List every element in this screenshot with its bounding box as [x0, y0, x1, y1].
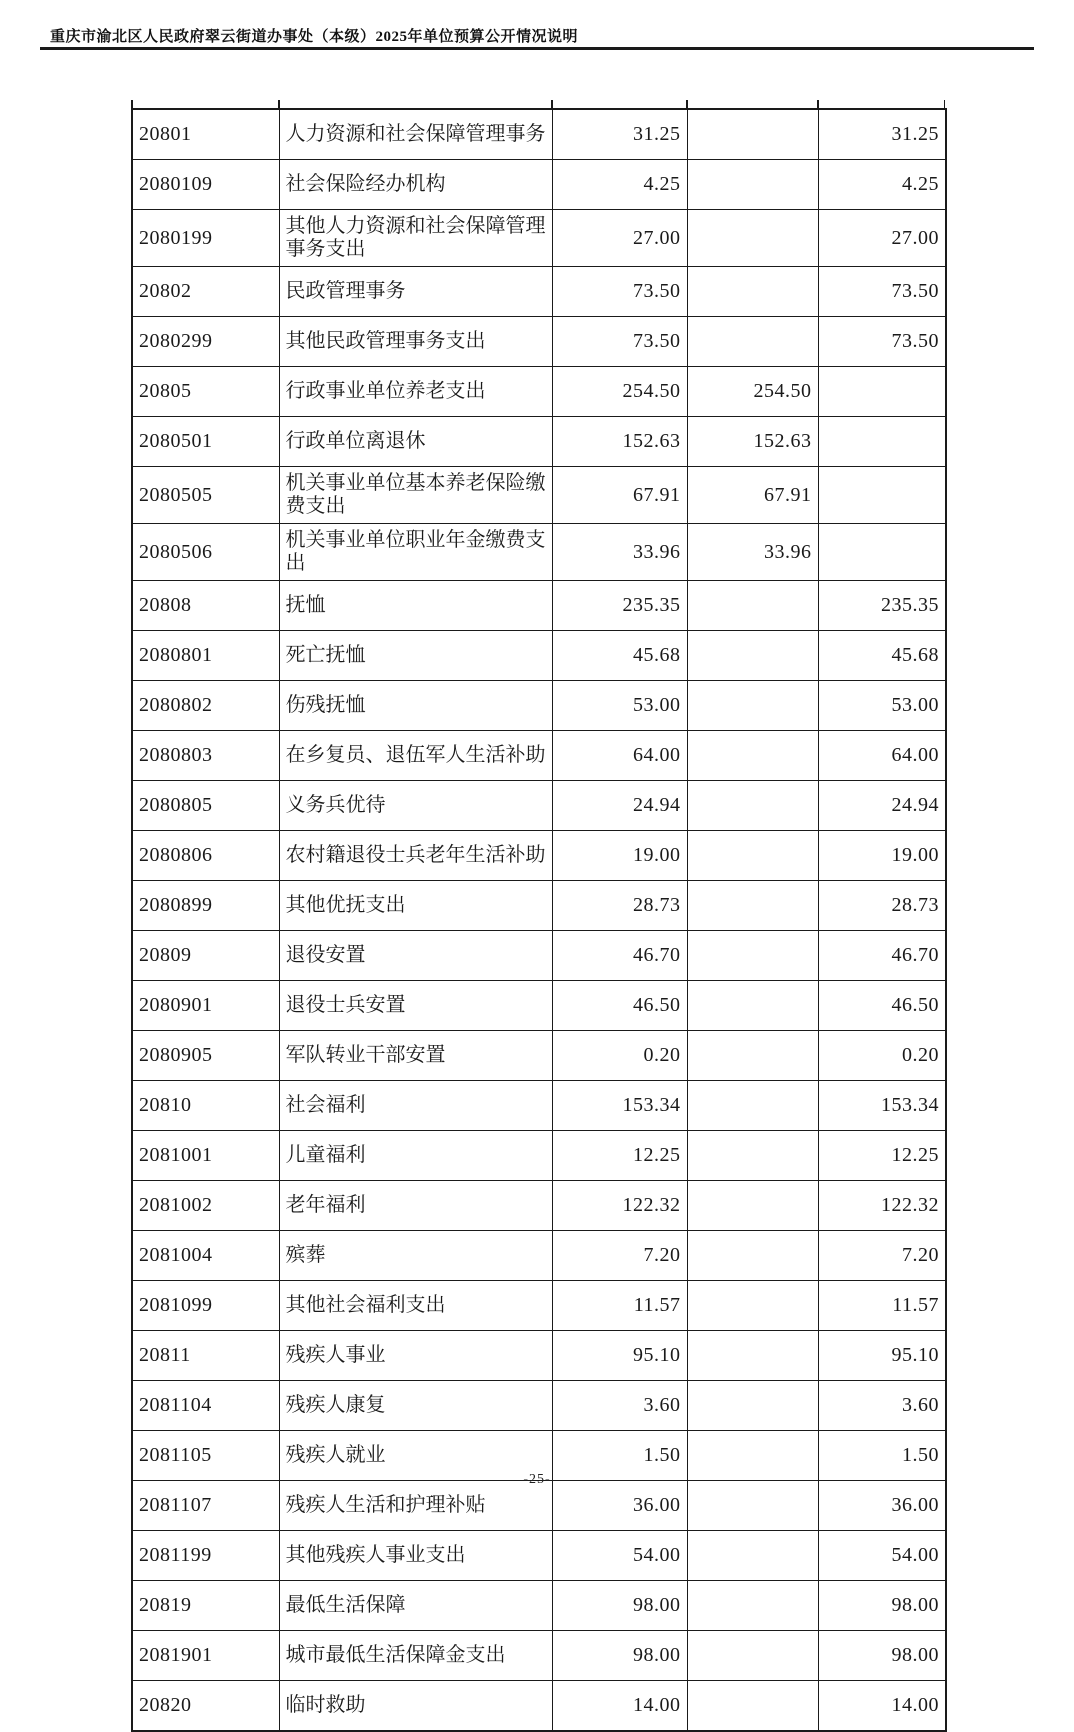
cell-amount-1: 0.20 — [552, 1031, 687, 1081]
cell-code: 2080905 — [132, 1031, 279, 1081]
cell-amount-3: 14.00 — [818, 1681, 946, 1732]
cell-name: 老年福利 — [279, 1181, 552, 1231]
cell-amount-3: 64.00 — [818, 731, 946, 781]
cell-amount-2 — [687, 931, 818, 981]
cell-amount-3: 46.50 — [818, 981, 946, 1031]
cell-code: 2080801 — [132, 631, 279, 681]
table-row — [132, 931, 946, 981]
cell-name: 行政事业单位养老支出 — [279, 367, 552, 417]
cell-code: 2080802 — [132, 681, 279, 731]
header-rule — [40, 47, 1034, 50]
cell-amount-1: 122.32 — [552, 1181, 687, 1231]
cell-amount-2: 33.96 — [687, 524, 818, 581]
table-row — [132, 1581, 946, 1631]
cell-amount-1: 36.00 — [552, 1481, 687, 1531]
table-row — [132, 731, 946, 781]
cell-amount-2 — [687, 317, 818, 367]
cell-amount-2 — [687, 581, 818, 631]
cell-code: 20811 — [132, 1331, 279, 1381]
cell-code: 2080805 — [132, 781, 279, 831]
cell-amount-2 — [687, 160, 818, 210]
cell-amount-1: 46.70 — [552, 931, 687, 981]
cell-amount-2 — [687, 1281, 818, 1331]
cell-name: 民政管理事务 — [279, 267, 552, 317]
cell-amount-2 — [687, 681, 818, 731]
cell-amount-2 — [687, 1131, 818, 1181]
cell-amount-2 — [687, 109, 818, 160]
cell-amount-3: 12.25 — [818, 1131, 946, 1181]
page-number: -25- — [523, 1472, 551, 1487]
cell-code: 2080899 — [132, 881, 279, 931]
table-frame-stub — [686, 100, 688, 108]
cell-amount-1: 254.50 — [552, 367, 687, 417]
cell-amount-1: 235.35 — [552, 581, 687, 631]
cell-amount-3: 4.25 — [818, 160, 946, 210]
cell-name: 殡葬 — [279, 1231, 552, 1281]
table-row — [132, 1531, 946, 1581]
table-row — [132, 831, 946, 881]
cell-amount-1: 19.00 — [552, 831, 687, 881]
cell-amount-3: 53.00 — [818, 681, 946, 731]
cell-name: 残疾人生活和护理补贴 — [279, 1481, 552, 1531]
cell-amount-1: 1.50 — [552, 1431, 687, 1481]
table-row — [132, 109, 946, 160]
cell-code: 20801 — [132, 109, 279, 160]
cell-amount-3: 1.50 — [818, 1431, 946, 1481]
cell-code: 2080803 — [132, 731, 279, 781]
cell-amount-3: 45.68 — [818, 631, 946, 681]
cell-code: 2081199 — [132, 1531, 279, 1581]
table-row — [132, 417, 946, 467]
cell-amount-3: 11.57 — [818, 1281, 946, 1331]
cell-amount-2 — [687, 1181, 818, 1231]
cell-amount-2 — [687, 731, 818, 781]
cell-name: 退役士兵安置 — [279, 981, 552, 1031]
table-row — [132, 681, 946, 731]
table-row — [132, 1231, 946, 1281]
cell-code: 2081001 — [132, 1131, 279, 1181]
cell-amount-3: 98.00 — [818, 1581, 946, 1631]
cell-amount-2 — [687, 1481, 818, 1531]
cell-code: 2080505 — [132, 467, 279, 524]
cell-code: 2080501 — [132, 417, 279, 467]
cell-amount-2: 152.63 — [687, 417, 818, 467]
table-row — [132, 267, 946, 317]
cell-amount-1: 98.00 — [552, 1631, 687, 1681]
cell-code: 2080199 — [132, 210, 279, 267]
cell-amount-3: 73.50 — [818, 317, 946, 367]
cell-name: 残疾人事业 — [279, 1331, 552, 1381]
cell-amount-3 — [818, 417, 946, 467]
table-frame-stub — [944, 100, 946, 108]
cell-amount-3: 31.25 — [818, 109, 946, 160]
cell-code: 20809 — [132, 931, 279, 981]
table-row — [132, 1381, 946, 1431]
cell-amount-2 — [687, 781, 818, 831]
cell-name: 残疾人康复 — [279, 1381, 552, 1431]
cell-amount-2 — [687, 1231, 818, 1281]
table-row — [132, 1681, 946, 1732]
table-row — [132, 581, 946, 631]
cell-name: 城市最低生活保障金支出 — [279, 1631, 552, 1681]
table-row — [132, 881, 946, 931]
cell-amount-3: 153.34 — [818, 1081, 946, 1131]
table-row — [132, 631, 946, 681]
table-row — [132, 1081, 946, 1131]
cell-amount-3: 95.10 — [818, 1331, 946, 1381]
cell-amount-2 — [687, 1581, 818, 1631]
cell-name: 其他残疾人事业支出 — [279, 1531, 552, 1581]
table-frame-stub — [278, 100, 280, 108]
table-row — [132, 367, 946, 417]
cell-amount-2 — [687, 1681, 818, 1732]
table-row — [132, 1631, 946, 1681]
cell-code: 2080806 — [132, 831, 279, 881]
table-frame-stub — [131, 100, 133, 108]
cell-name: 军队转业干部安置 — [279, 1031, 552, 1081]
cell-amount-2 — [687, 1331, 818, 1381]
cell-amount-3: 46.70 — [818, 931, 946, 981]
table-row — [132, 1331, 946, 1381]
cell-code: 20819 — [132, 1581, 279, 1631]
cell-name: 其他社会福利支出 — [279, 1281, 552, 1331]
cell-amount-2 — [687, 210, 818, 267]
cell-code: 2081002 — [132, 1181, 279, 1231]
cell-amount-3: 28.73 — [818, 881, 946, 931]
cell-amount-1: 95.10 — [552, 1331, 687, 1381]
cell-name: 行政单位离退休 — [279, 417, 552, 467]
cell-amount-1: 7.20 — [552, 1231, 687, 1281]
cell-name: 退役安置 — [279, 931, 552, 981]
cell-amount-3: 235.35 — [818, 581, 946, 631]
cell-amount-1: 45.68 — [552, 631, 687, 681]
cell-code: 2081105 — [132, 1431, 279, 1481]
table-row — [132, 1281, 946, 1331]
cell-name: 死亡抚恤 — [279, 631, 552, 681]
cell-code: 2080109 — [132, 160, 279, 210]
cell-amount-2: 254.50 — [687, 367, 818, 417]
table-row — [132, 317, 946, 367]
cell-code: 20805 — [132, 367, 279, 417]
cell-code: 2081104 — [132, 1381, 279, 1431]
table-row — [132, 1481, 946, 1531]
cell-code: 20810 — [132, 1081, 279, 1131]
cell-name: 机关事业单位职业年金缴费支出 — [279, 524, 552, 581]
cell-amount-2 — [687, 1381, 818, 1431]
cell-amount-1: 31.25 — [552, 109, 687, 160]
cell-amount-1: 153.34 — [552, 1081, 687, 1131]
table-row — [132, 1131, 946, 1181]
table-row — [132, 467, 946, 524]
cell-name: 义务兵优待 — [279, 781, 552, 831]
cell-name: 其他人力资源和社会保障管理事务支出 — [279, 210, 552, 267]
cell-code: 2081901 — [132, 1631, 279, 1681]
cell-code: 2081004 — [132, 1231, 279, 1281]
cell-name: 其他优抚支出 — [279, 881, 552, 931]
cell-code: 20808 — [132, 581, 279, 631]
cell-name: 农村籍退役士兵老年生活补助 — [279, 831, 552, 881]
cell-amount-1: 4.25 — [552, 160, 687, 210]
budget-expenditure-table — [131, 108, 947, 1732]
cell-amount-3: 27.00 — [818, 210, 946, 267]
cell-amount-1: 33.96 — [552, 524, 687, 581]
cell-amount-3: 19.00 — [818, 831, 946, 881]
cell-amount-3: 36.00 — [818, 1481, 946, 1531]
document-title: 重庆市渝北区人民政府翠云街道办事处（本级）2025年单位预算公开情况说明 — [50, 29, 579, 45]
cell-code: 2080299 — [132, 317, 279, 367]
cell-name: 人力资源和社会保障管理事务 — [279, 109, 552, 160]
cell-amount-1: 64.00 — [552, 731, 687, 781]
table-row — [132, 781, 946, 831]
cell-amount-1: 53.00 — [552, 681, 687, 731]
cell-amount-2 — [687, 1631, 818, 1681]
cell-amount-2 — [687, 881, 818, 931]
cell-name: 在乡复员、退伍军人生活补助 — [279, 731, 552, 781]
table-row — [132, 1181, 946, 1231]
cell-name: 残疾人就业 — [279, 1431, 552, 1481]
cell-code: 2080506 — [132, 524, 279, 581]
cell-amount-3: 24.94 — [818, 781, 946, 831]
cell-amount-1: 12.25 — [552, 1131, 687, 1181]
table-row — [132, 981, 946, 1031]
cell-amount-3: 73.50 — [818, 267, 946, 317]
cell-amount-1: 11.57 — [552, 1281, 687, 1331]
cell-amount-3: 122.32 — [818, 1181, 946, 1231]
cell-amount-2 — [687, 831, 818, 881]
cell-name: 儿童福利 — [279, 1131, 552, 1181]
cell-name: 抚恤 — [279, 581, 552, 631]
table-frame-stub — [817, 100, 819, 108]
cell-name: 最低生活保障 — [279, 1581, 552, 1631]
cell-code: 2080901 — [132, 981, 279, 1031]
cell-name: 社会福利 — [279, 1081, 552, 1131]
cell-amount-1: 28.73 — [552, 881, 687, 931]
cell-amount-1: 54.00 — [552, 1531, 687, 1581]
table-row — [132, 524, 946, 581]
cell-amount-1: 3.60 — [552, 1381, 687, 1431]
cell-amount-1: 27.00 — [552, 210, 687, 267]
cell-amount-1: 73.50 — [552, 267, 687, 317]
cell-amount-2: 67.91 — [687, 467, 818, 524]
cell-name: 临时救助 — [279, 1681, 552, 1732]
cell-amount-1: 152.63 — [552, 417, 687, 467]
budget-table-container — [131, 108, 947, 1732]
cell-amount-2 — [687, 981, 818, 1031]
cell-amount-2 — [687, 267, 818, 317]
cell-amount-1: 67.91 — [552, 467, 687, 524]
cell-amount-3 — [818, 467, 946, 524]
table-row — [132, 1031, 946, 1081]
cell-code: 2081099 — [132, 1281, 279, 1331]
cell-amount-1: 14.00 — [552, 1681, 687, 1732]
cell-amount-1: 73.50 — [552, 317, 687, 367]
cell-amount-3: 0.20 — [818, 1031, 946, 1081]
cell-name: 社会保险经办机构 — [279, 160, 552, 210]
cell-amount-3: 3.60 — [818, 1381, 946, 1431]
cell-amount-1: 46.50 — [552, 981, 687, 1031]
cell-code: 20802 — [132, 267, 279, 317]
cell-amount-2 — [687, 1081, 818, 1131]
cell-code: 2081107 — [132, 1481, 279, 1531]
table-frame-stub — [551, 100, 553, 108]
cell-amount-3 — [818, 367, 946, 417]
cell-amount-2 — [687, 631, 818, 681]
cell-code: 20820 — [132, 1681, 279, 1732]
cell-amount-1: 24.94 — [552, 781, 687, 831]
cell-amount-3: 54.00 — [818, 1531, 946, 1581]
cell-amount-1: 98.00 — [552, 1581, 687, 1631]
cell-name: 其他民政管理事务支出 — [279, 317, 552, 367]
cell-amount-2 — [687, 1031, 818, 1081]
table-row — [132, 210, 946, 267]
cell-name: 机关事业单位基本养老保险缴费支出 — [279, 467, 552, 524]
cell-amount-3: 7.20 — [818, 1231, 946, 1281]
cell-amount-3 — [818, 524, 946, 581]
cell-amount-2 — [687, 1531, 818, 1581]
cell-name: 伤残抚恤 — [279, 681, 552, 731]
table-row — [132, 160, 946, 210]
cell-amount-3: 98.00 — [818, 1631, 946, 1681]
